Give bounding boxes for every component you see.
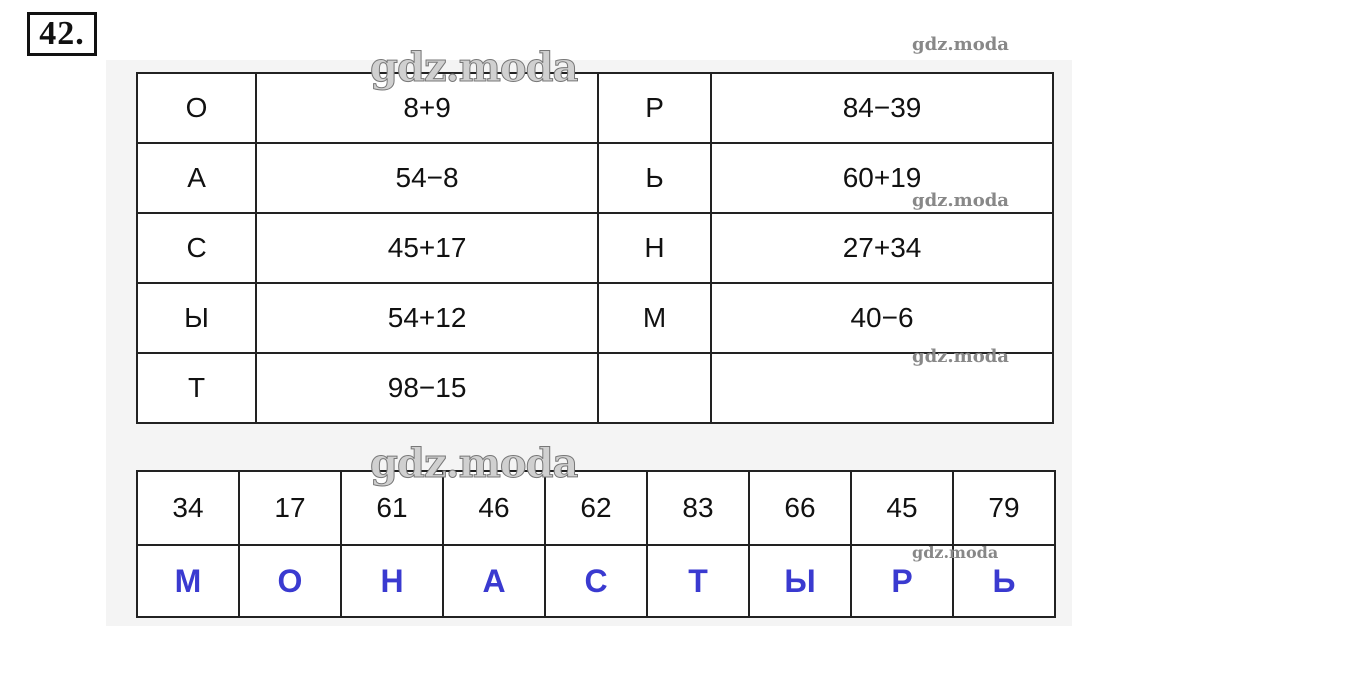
answer-number: 83: [647, 471, 749, 545]
expression-cell: 60+19: [711, 143, 1053, 213]
watermark: gdz.moda: [912, 34, 1009, 55]
answer-number: 46: [443, 471, 545, 545]
answer-number: 61: [341, 471, 443, 545]
watermark: gdz.moda: [912, 190, 1009, 211]
expression-cell: 84−39: [711, 73, 1053, 143]
answer-letter: С: [545, 545, 647, 617]
answer-letter: Ь: [953, 545, 1055, 617]
answer-number: 34: [137, 471, 239, 545]
letter-cell: С: [137, 213, 256, 283]
letter-cell: А: [137, 143, 256, 213]
letter-cell: Н: [598, 213, 711, 283]
answer-number: 66: [749, 471, 851, 545]
expression-cell: 8+9: [256, 73, 598, 143]
letter-cell: [598, 353, 711, 423]
letter-cell: Ь: [598, 143, 711, 213]
answer-number: 79: [953, 471, 1055, 545]
letter-cell: Т: [137, 353, 256, 423]
watermark: gdz.moda: [912, 346, 1009, 367]
table-row: [137, 213, 1053, 283]
task-number: 42.: [27, 12, 97, 56]
answer-letter: Т: [647, 545, 749, 617]
expression-cell: 54+12: [256, 283, 598, 353]
letter-cell: О: [137, 73, 256, 143]
watermark: gdz.moda: [370, 440, 578, 487]
expression-cell: 98−15: [256, 353, 598, 423]
answer-letter: Н: [341, 545, 443, 617]
answer-number: 62: [545, 471, 647, 545]
expression-cell: 54−8: [256, 143, 598, 213]
answer-letter: О: [239, 545, 341, 617]
answer-letter: А: [443, 545, 545, 617]
answer-letter: М: [137, 545, 239, 617]
letter-cell: М: [598, 283, 711, 353]
letter-cell: Ы: [137, 283, 256, 353]
watermark: gdz.moda: [370, 44, 578, 91]
answer-number: 45: [851, 471, 953, 545]
watermark: gdz.moda: [912, 543, 999, 562]
answer-letter: Р: [851, 545, 953, 617]
answer-number: 17: [239, 471, 341, 545]
expression-cell: 27+34: [711, 213, 1053, 283]
letter-cell: Р: [598, 73, 711, 143]
table-row: [137, 73, 1053, 143]
expression-cell: 45+17: [256, 213, 598, 283]
table-row: [137, 283, 1053, 353]
expression-cell: 40−6: [711, 283, 1053, 353]
answer-numbers-row: [137, 471, 1055, 545]
answer-letter: Ы: [749, 545, 851, 617]
cipher-table: [136, 72, 1054, 424]
